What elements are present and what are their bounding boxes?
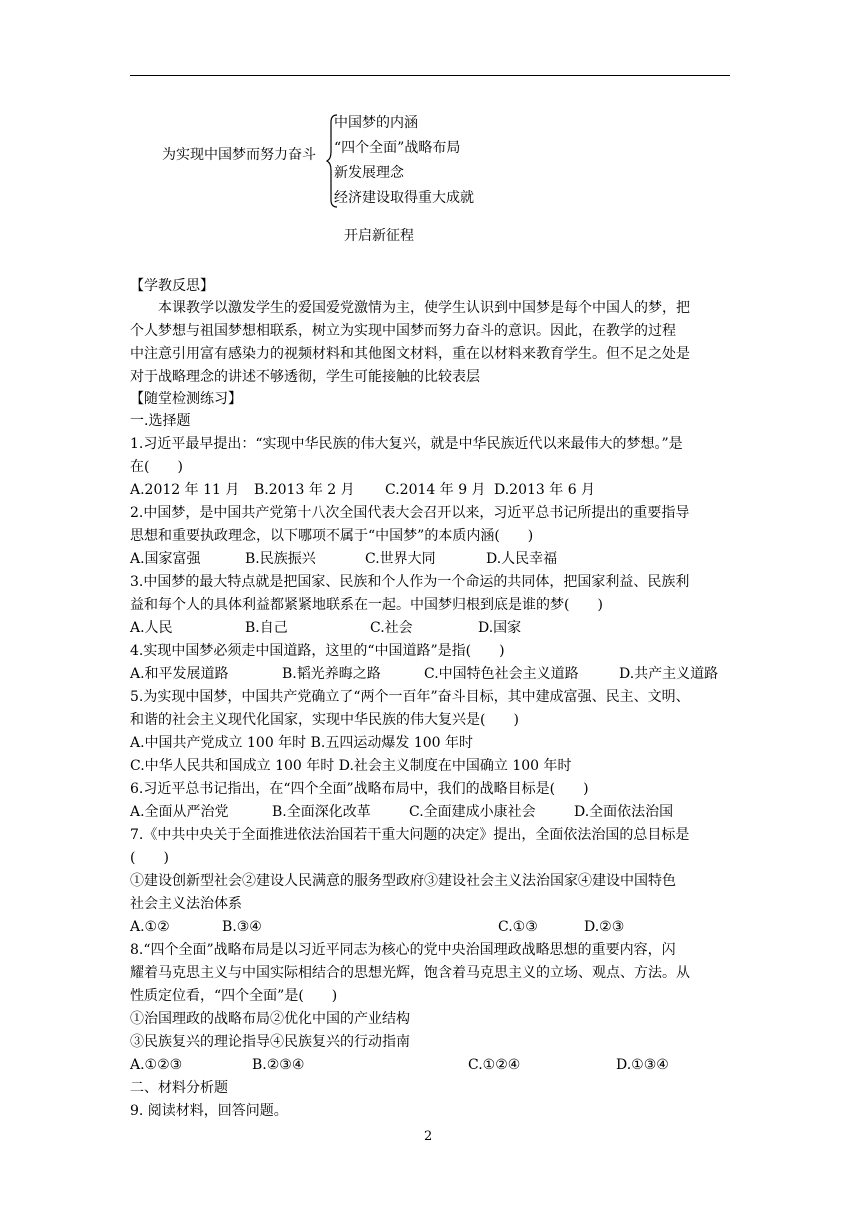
question-line: 8.“四个全面”战略布局是以习近平同志为核心的党中央治国理政战略思想的重要内容，闪: [130, 942, 676, 958]
question-line: 在( ): [130, 459, 183, 475]
option: D.②③: [584, 919, 625, 935]
question-line: 9. 阅读材料，回答问题。: [130, 1103, 288, 1119]
reflection-line: 中注意引用富有感染力的视频材料和其他图文材料，重在以材料来教育学生。但不足之处是: [130, 346, 690, 362]
mindmap-root: 为实现中国梦而努力奋斗: [162, 147, 316, 163]
question-line: 益和每个人的具体利益都紧紧地联系在一起。中国梦归根到底是谁的梦( ): [130, 597, 603, 613]
option: B.②③④: [252, 1057, 305, 1073]
question-line: 5.为实现中国梦，中国共产党确立了“两个一百年”奋斗目标，其中建成富强、民主、文明、: [130, 689, 690, 705]
option: B.全面深化改革: [272, 804, 371, 820]
option: D.2013 年 6 月: [494, 482, 596, 498]
option: C.社会: [370, 620, 413, 636]
question-line: ①治国理政的战略布局②优化中国的产业结构: [130, 1011, 410, 1027]
option: D.人民幸福: [486, 551, 558, 567]
option-line: C.中华人民共和国成立 100 年时 D.社会主义制度在中国确立 100 年时: [130, 758, 572, 774]
mindmap-branch: “四个全面”战略布局: [334, 140, 461, 156]
question-line: ①建设创新型社会②建设人民满意的服务型政府③建设社会主义法治国家④建设中国特色: [130, 873, 676, 889]
option: C.2014 年 9 月: [385, 482, 486, 498]
option: A.①②③: [130, 1057, 183, 1073]
question-line: 4.实现中国梦必须走中国道路，这里的“中国道路”是指( ): [130, 643, 505, 659]
option: A.和平发展道路: [130, 666, 229, 682]
option: D.国家: [478, 620, 522, 636]
option: C.全面建成小康社会: [409, 804, 536, 820]
option: B.③④: [222, 919, 262, 935]
option: A.全面从严治党: [130, 804, 229, 820]
mindmap-branch: 中国梦的内涵: [334, 115, 418, 131]
mindmap-branch: 经济建设取得重大成就: [334, 190, 474, 206]
option: C.中国特色社会主义道路: [424, 666, 579, 682]
mindmap-branch: 新发展理念: [334, 165, 404, 181]
question-line: 7.《中共中央关于全面推进依法治国若干重大问题的决定》提出，全面依法治国的总目标是: [130, 827, 690, 843]
option: B.2013 年 2 月: [254, 482, 355, 498]
option-line: A.中国共产党成立 100 年时 B.五四运动爆发 100 年时: [130, 735, 473, 751]
question-line: 1.习近平最早提出：“实现中华民族的伟大复兴，就是中华民族近代以来最伟大的梦想。”是: [130, 436, 683, 452]
question-line: 思想和重要执政理念，以下哪项不属于“中国梦”的本质内涵( ): [130, 528, 534, 544]
option: A.人民: [130, 620, 173, 636]
option: B.自己: [245, 620, 288, 636]
reflection-line: 对于战略理念的讲述不够透彻，学生可能接触的比较表层: [130, 369, 480, 385]
reflection-line: 本课教学以激发学生的爱国爱党激情为主，使学生认识到中国梦是每个中国人的梦，把: [158, 300, 690, 316]
option: C.世界大同: [365, 551, 436, 567]
question-line: ③民族复兴的理论指导④民族复兴的行动指南: [130, 1034, 410, 1050]
option: C.①②④: [468, 1057, 521, 1073]
header-rule: [130, 75, 730, 76]
question-line: 和谐的社会主义现代化国家，实现中华民族的伟大复兴是( ): [130, 712, 519, 728]
option: A.国家富强: [130, 551, 201, 567]
mindmap-footer: 开启新征程: [344, 228, 414, 244]
option: B.韬光养晦之路: [282, 666, 381, 682]
option: A.①②: [130, 919, 170, 935]
practice-heading: 【随堂检测练习】: [130, 391, 242, 407]
reflection-heading: 【学教反思】: [130, 278, 214, 294]
page-number: 2: [424, 1129, 433, 1144]
option: D.①③④: [616, 1057, 669, 1073]
option: D.共产主义道路: [619, 666, 719, 682]
option: A.2012 年 11 月: [130, 482, 240, 498]
question-line: 2.中国梦，是中国共产党第十八次全国代表大会召开以来，习近平总书记所提出的重要指导: [130, 505, 690, 521]
option: B.民族振兴: [245, 551, 316, 567]
section-title: 一.选择题: [130, 413, 191, 429]
question-line: ( ): [130, 850, 169, 866]
question-line: 3.中国梦的最大特点就是把国家、民族和个人作为一个命运的共同体，把国家利益、民族利: [130, 574, 690, 590]
option: D.全面依法治国: [574, 804, 674, 820]
section-title: 二、材料分析题: [130, 1080, 228, 1096]
option: C.①③: [498, 919, 538, 935]
reflection-line: 个人梦想与祖国梦想相联系，树立为实现中国梦而努力奋斗的意识。因此，在教学的过程: [130, 323, 676, 339]
question-line: 社会主义法治体系: [130, 896, 242, 912]
question-line: 耀着马克思主义与中国实际相结合的思想光辉，饱含着马克思主义的立场、观点、方法。从: [130, 965, 690, 981]
question-line: 性质定位看，“四个全面”是( ): [130, 988, 338, 1004]
question-line: 6.习近平总书记指出，在“四个全面”战略布局中，我们的战略目标是( ): [130, 781, 589, 797]
